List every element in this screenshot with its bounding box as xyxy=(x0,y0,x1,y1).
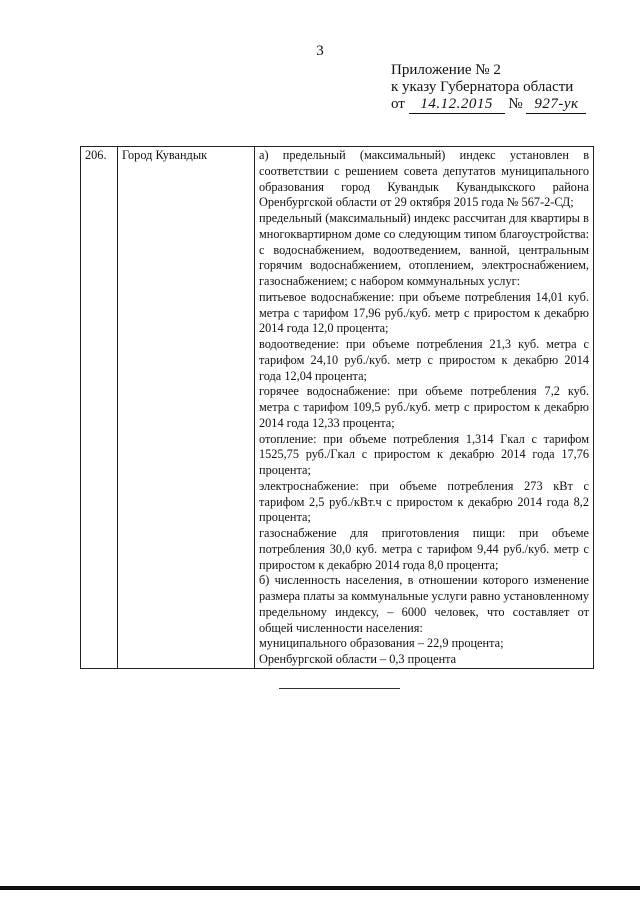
page-number: 3 xyxy=(316,43,324,59)
from-label: от xyxy=(391,96,405,112)
description-paragraph: газоснабжение для приготовления пищи: при объеме потребления 30,0 куб. метра с тарифом 9,44 руб./куб. метр с приростом к декабрю 2014 года 8,0 процента; xyxy=(259,526,589,572)
description-paragraph: а) предельный (максимальный) индекс установлен в соответствии с решением совета депутатов муниципального образования город Кувандык Кувандыкского района Оренбургской области от 29 октября 2015 года № 567-2-СД; xyxy=(259,148,589,210)
municipality-name: Город Кувандык xyxy=(118,147,255,669)
description-paragraph: предельный (максимальный) индекс рассчитан для квартиры в многоквартирном доме со следующим типом благоустройства: с водоснабжением, водоотведением, ванной, центральным горячим водоснабжением, отоплением, электроснабжением, газоснабжением; с набором коммунальных услуг: xyxy=(259,211,589,288)
appendix-decree-ref: к указу Губернатора области xyxy=(391,79,574,95)
decree-number: 927-ук xyxy=(526,96,586,114)
decree-date: 14.12.2015 xyxy=(409,96,505,114)
row-description xyxy=(255,147,594,669)
end-separator-line xyxy=(279,688,400,689)
table-row xyxy=(81,147,594,669)
number-label: № xyxy=(508,96,523,112)
description-paragraph: б) численность населения, в отношении которого изменение размера платы за коммунальные услуги равно установленному предельному индексу, – 6000 человек, что составляет от общей численности населения: xyxy=(259,573,589,635)
appendix-date-number xyxy=(391,96,621,114)
appendix-header xyxy=(391,62,621,114)
description-paragraph: питьевое водоснабжение: при объеме потребления 14,01 куб. метра с тарифом 17,96 руб./куб. метр с приростом к декабрю 2014 года 12,0 процента; xyxy=(259,289,589,336)
scan-bottom-edge xyxy=(0,886,640,890)
description-paragraph: электроснабжение: при объеме потребления 273 кВт с тарифом 2,5 руб./кВт.ч с приростом к декабрю 2014 года 8,2 процента; xyxy=(259,478,589,525)
description-paragraph: Оренбургской области – 0,3 процента xyxy=(259,652,457,666)
description-paragraph: отопление: при объеме потребления 1,314 Гкал с тарифом 1525,75 руб./Гкал с приростом к декабрю 2014 года 17,76 процента; xyxy=(259,431,589,477)
row-number: 206. xyxy=(81,147,118,669)
index-table xyxy=(80,146,594,669)
description-paragraph: горячее водоснабжение: при объеме потребления 7,2 куб. метра с тарифом 109,5 руб./куб. метр с приростом к декабрю 2014 года 12,33 процента; xyxy=(259,384,589,430)
description-paragraph: водоотведение: при объеме потребления 21,3 куб. метра с тарифом 24,10 руб./куб. метр с приростом к декабрю 2014 года 12,04 процента; xyxy=(259,337,589,383)
description-paragraph: муниципального образования – 22,9 процента; xyxy=(259,636,504,651)
appendix-title: Приложение № 2 xyxy=(391,62,501,78)
